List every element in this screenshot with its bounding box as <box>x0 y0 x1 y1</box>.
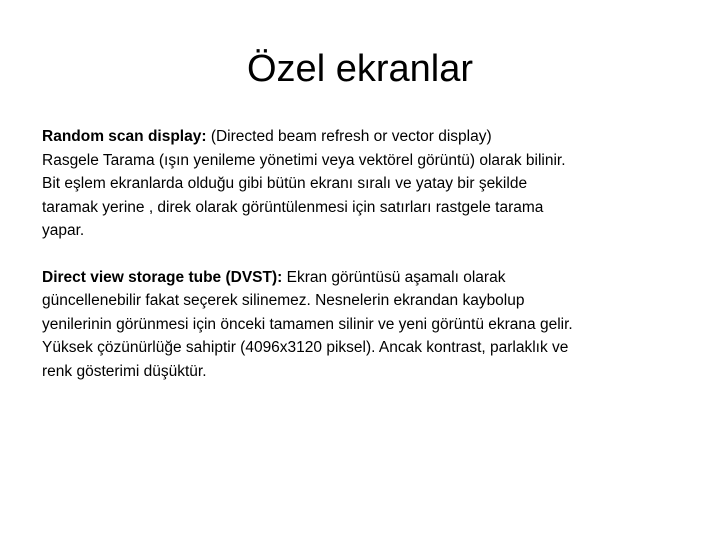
paragraph-text: (Directed beam refresh or vector display) <box>206 128 492 145</box>
paragraph-line <box>42 125 692 149</box>
paragraph-line: renk gösterimi düşüktür. <box>42 362 207 380</box>
paragraph-line: yapar. <box>42 222 85 239</box>
paragraph-random-scan <box>42 125 692 243</box>
slide-body <box>42 125 692 383</box>
paragraph-dvst <box>42 266 692 384</box>
paragraph-line <box>42 266 692 290</box>
paragraph-line: Rasgele Tarama (ışın yenileme yönetimi veya vektörel görüntü) olarak bilinir. <box>42 151 566 169</box>
term-dvst: Direct view storage tube (DVST): <box>42 268 283 286</box>
paragraph-line: yenilerinin görünmesi için önceki tamamen silinir ve yeni görüntü ekrana gelir. <box>42 315 573 333</box>
paragraph-line: Yüksek çözünürlüğe sahiptir (4096x3120 piksel). Ancak kontrast, parlaklık ve <box>42 339 569 356</box>
paragraph-line: Bit eşlem ekranlarda olduğu gibi bütün ekranı sıralı ve yatay bir şekilde <box>42 175 528 192</box>
slide-title: Özel ekranlar <box>247 48 473 90</box>
paragraph-text: Ekran görüntüsü aşamalı olarak <box>282 268 506 286</box>
paragraph-line: güncellenebilir fakat seçerek silinemez. Nesnelerin ekrandan kaybolup <box>42 292 525 309</box>
paragraph-line: taramak yerine , direk olarak görüntülenmesi için satırları rastgele tarama <box>42 198 544 216</box>
term-random-scan: Random scan display: <box>42 128 207 145</box>
